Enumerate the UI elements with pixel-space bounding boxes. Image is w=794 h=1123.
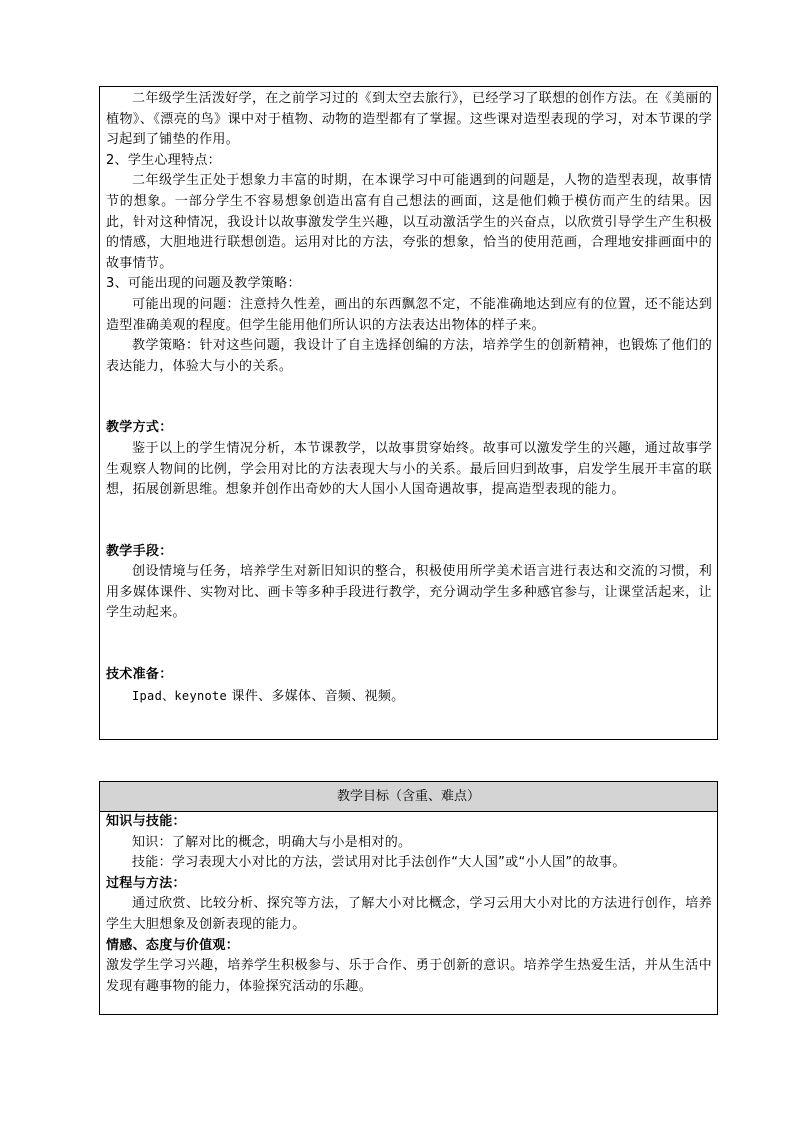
knowledge-line: 知识：了解对比的概念，明确大与小是相对的。 [132,834,412,850]
teaching-means-title: 教学手段： [106,543,173,559]
student-analysis-box [99,86,718,740]
tech-prep-text [106,686,712,708]
problems-paragraph: 可能出现的问题：注意持久性差，画出的东西飘忽不定，不能准确地达到应有的位置，还不能达到造型准确美观的程度。但学生能用他们所认识的方法表达出物体的样子来。 [106,296,712,333]
teaching-method-text: 鉴于以上的学生情况分析，本节课教学，以故事贯穿始终。故事可以激发学生的兴趣，通过故事学生观察人物间的比例，学会用对比的方法表现大与小的关系。最后回归到故事，启发学生展开丰富的联想，拓展创新思维。想象并创作出奇妙的大人国小人国奇遇故事，提高造型表现的能力。 [106,440,712,498]
tech-prep-latin: Ipad、keynote [132,688,228,703]
psychology-paragraph: 二年级学生正处于想象力丰富的时期，在本课学习中可能遇到的问题是，人物的造型表现，故事情节的想象。一部分学生不容易想象创造出富有自己想法的画面，这是他们赖于模仿而产生的结果。因此，针对这种情况，我设计以故事激发学生兴趣，以互动激活学生的兴奋点，以欣赏引导学生产生积极的情感，大胆地进行联想创造。运用对比的方法，夸张的想象，恰当的使用范画，合理地安排画面中的故事情节。 [106,173,712,271]
psychology-heading: 2、学生心理特点： [106,152,221,168]
strategy-paragraph: 教学策略：针对这些问题，我设计了自主选择创编的方法，培养学生的创新精神，也锻炼了他们的表达能力，体验大与小的关系。 [106,338,712,374]
emotion-values-title: 情感、态度与价值观： [106,937,240,953]
emotion-values-text: 激发学生学习兴趣，培养学生积极参与、乐于合作、勇于创新的意识。培养学生热爱生活，并从生活中发现有趣事物的能力，体验探究活动的乐趣。 [106,958,712,994]
teaching-goals-box [99,781,718,1015]
tech-prep-rest: 课件、多媒体、音频、视频。 [231,688,405,704]
teaching-method-title: 教学方式： [106,420,173,436]
prior-learning-paragraph: 二年级学生活泼好学，在之前学习过的《到太空去旅行》，已经学习了联想的创作方法。在《美丽的植物》、《漂亮的鸟》课中对于植物、动物的造型都有了掌握。这些课对造型表现的学习，对本节课的学习起到了铺垫的作用。 [106,91,712,148]
tech-prep-title: 技术准备： [106,667,173,683]
teaching-goals-content [100,812,717,997]
knowledge-skills-title: 知识与技能： [106,814,186,829]
teaching-means-text: 创设情境与任务，培养学生对新旧知识的整合，积极使用所学美术语言进行表达和交流的习惯，利用多媒体课件、实物对比、画卡等多种手段进行教学，充分调动学生多种感官参与，让课堂活起来，让学生动起来。 [106,564,712,621]
process-method-text: 通过欣赏、比较分析、探究等方法，了解大小对比概念，学习云用大小对比的方法进行创作，培养学生大胆想象及创新表现的能力。 [106,896,712,932]
problems-heading: 3、可能出现的问题及教学策略： [106,276,301,292]
process-method-title: 过程与方法： [106,875,186,891]
skills-line: 技能：学习表现大小对比的方法，尝试用对比手法创作“大人国”或“小人国”的故事。 [132,855,626,871]
student-analysis-content [100,87,717,707]
teaching-goals-header: 教学目标（含重、难点） [100,782,717,812]
